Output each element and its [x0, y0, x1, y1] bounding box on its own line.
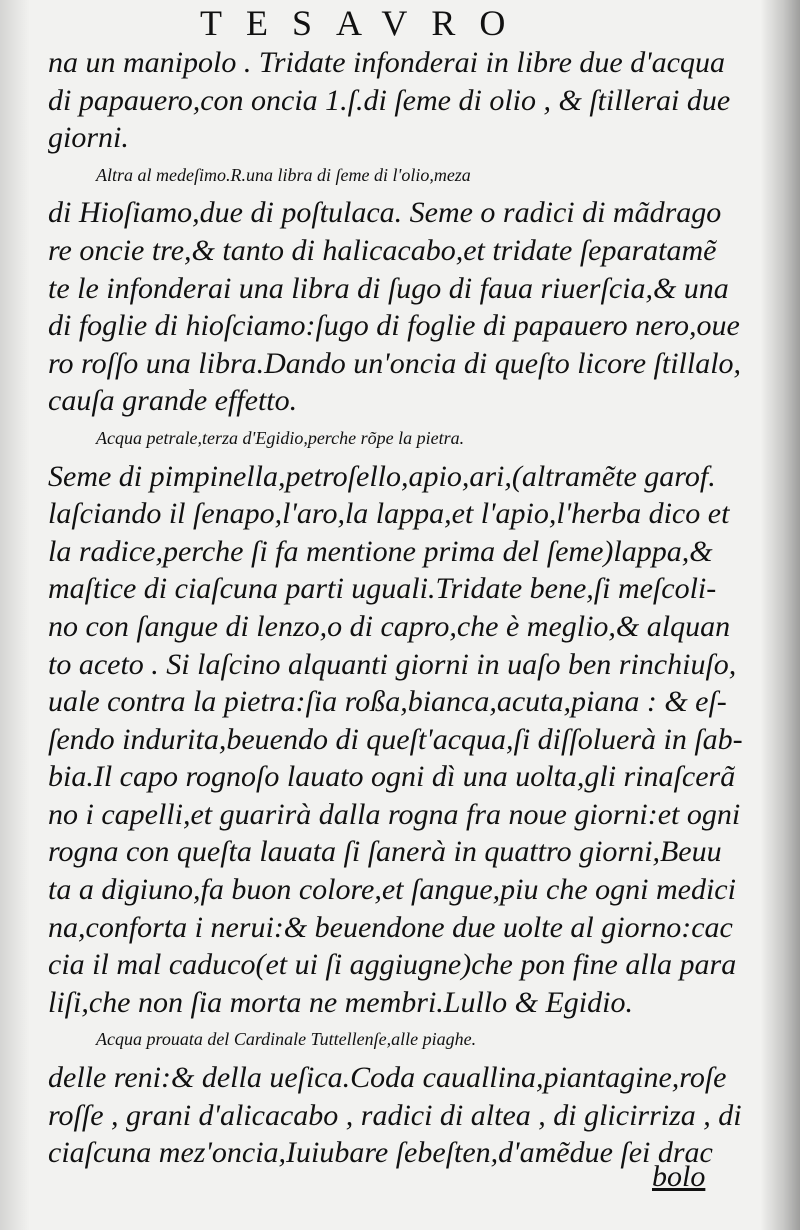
text-line: di papauero,con oncia 1.ſ.di ſeme di olio , & ſtillerai due: [48, 83, 731, 117]
running-head: TESAVRO: [200, 3, 530, 43]
body-text: [48, 44, 748, 1172]
text-line: di Hioſiamo,due di poſtulaca. Seme o radici di mãdrago: [48, 196, 722, 230]
text-line: maſtice di ciaſcuna parti uguali.Tridate bene,ſi meſcoli-: [48, 572, 717, 606]
text-line: na un manipolo . Tridate infonderai in libre due d'acqua: [48, 46, 725, 79]
catchword: bolo: [652, 1160, 706, 1193]
text-line: bia.Il capo rognoſo lauato ogni dì una uolta,gli rinaſcerã: [48, 760, 736, 794]
text-line: Seme di pimpinella,petroſello,apio,ari,(altramẽte garof.: [48, 459, 716, 493]
text-line: di foglie di hioſciamo:ſugo di foglie di papauero nero,oue: [48, 309, 740, 343]
text-line: liſi,che non ſia morta ne membri.Lullo & Egidio.: [48, 985, 633, 1019]
text-line: no con ſangue di lenzo,o di capro,che è meglio,& alquan: [48, 609, 731, 643]
text-line: te le infonderai una libra di ſugo di faua riuerſcia,& una: [48, 271, 729, 305]
text-line: uale contra la pietra:ſia roßa,bianca,acuta,piana : & eſ-: [48, 685, 727, 719]
text-line: Acqua petrale,terza d'Egidio,perche rõpe la pietra.: [96, 427, 465, 448]
text-line: re oncie tre,& tanto di halicacabo,et tridate ſeparatamẽ: [48, 233, 717, 267]
text-line: rogna con queſta lauata ſi ſanerà in quattro giorni,Beuu: [48, 835, 722, 869]
text-line: delle reni:& della ueſica.Coda cauallina,piantagine,roſe: [48, 1061, 727, 1095]
text-line: Acqua prouata del Cardinale Tuttellenſe,alle piaghe.: [96, 1029, 477, 1050]
text-line: la radice,perche ſi fa mentione prima del ſeme)lappa,&: [48, 534, 713, 568]
text-line: ciaſcuna mez'oncia,Iuiubare ſebeſten,d'amẽdue ſei drac: [48, 1136, 713, 1170]
text-line: ro roſſo una libra.Dando un'oncia di queſto licore ſtillalo,: [48, 346, 742, 380]
text-line: ſendo indurita,beuendo di queſt'acqua,ſi diſſoluerà in ſab-: [48, 722, 743, 756]
text-line: cauſa grande effetto.: [48, 384, 298, 418]
text-line: to aceto . Si laſcino alquanti giorni in uaſo ben rinchiuſo,: [48, 647, 737, 681]
text-line: na,conforta i nerui:& beuendone due uolte al giorno:cac: [48, 910, 733, 944]
text-line: ta a digiuno,fa buon colore,et ſangue,piu che ogni medici: [48, 873, 736, 907]
text-line: Altra al medeſimo.R.una libra di ſeme di l'olio,meza: [96, 164, 471, 185]
page-stain: [0, 0, 30, 1230]
page-edge-shadow: [760, 0, 800, 1230]
text-line: laſciando il ſenapo,l'aro,la lappa,et l'apio,l'herba dico et: [48, 497, 730, 531]
text-line: no i capelli,et guarirà dalla rogna fra noue giorni:et ogni: [48, 797, 741, 831]
text-line: roſſe , grani d'alicacabo , radici di altea , di glicirriza , di: [48, 1098, 742, 1132]
text-line: cia il mal caduco(et ui ſi aggiugne)che pon fine alla para: [48, 948, 737, 982]
text-line: giorni.: [48, 121, 129, 155]
